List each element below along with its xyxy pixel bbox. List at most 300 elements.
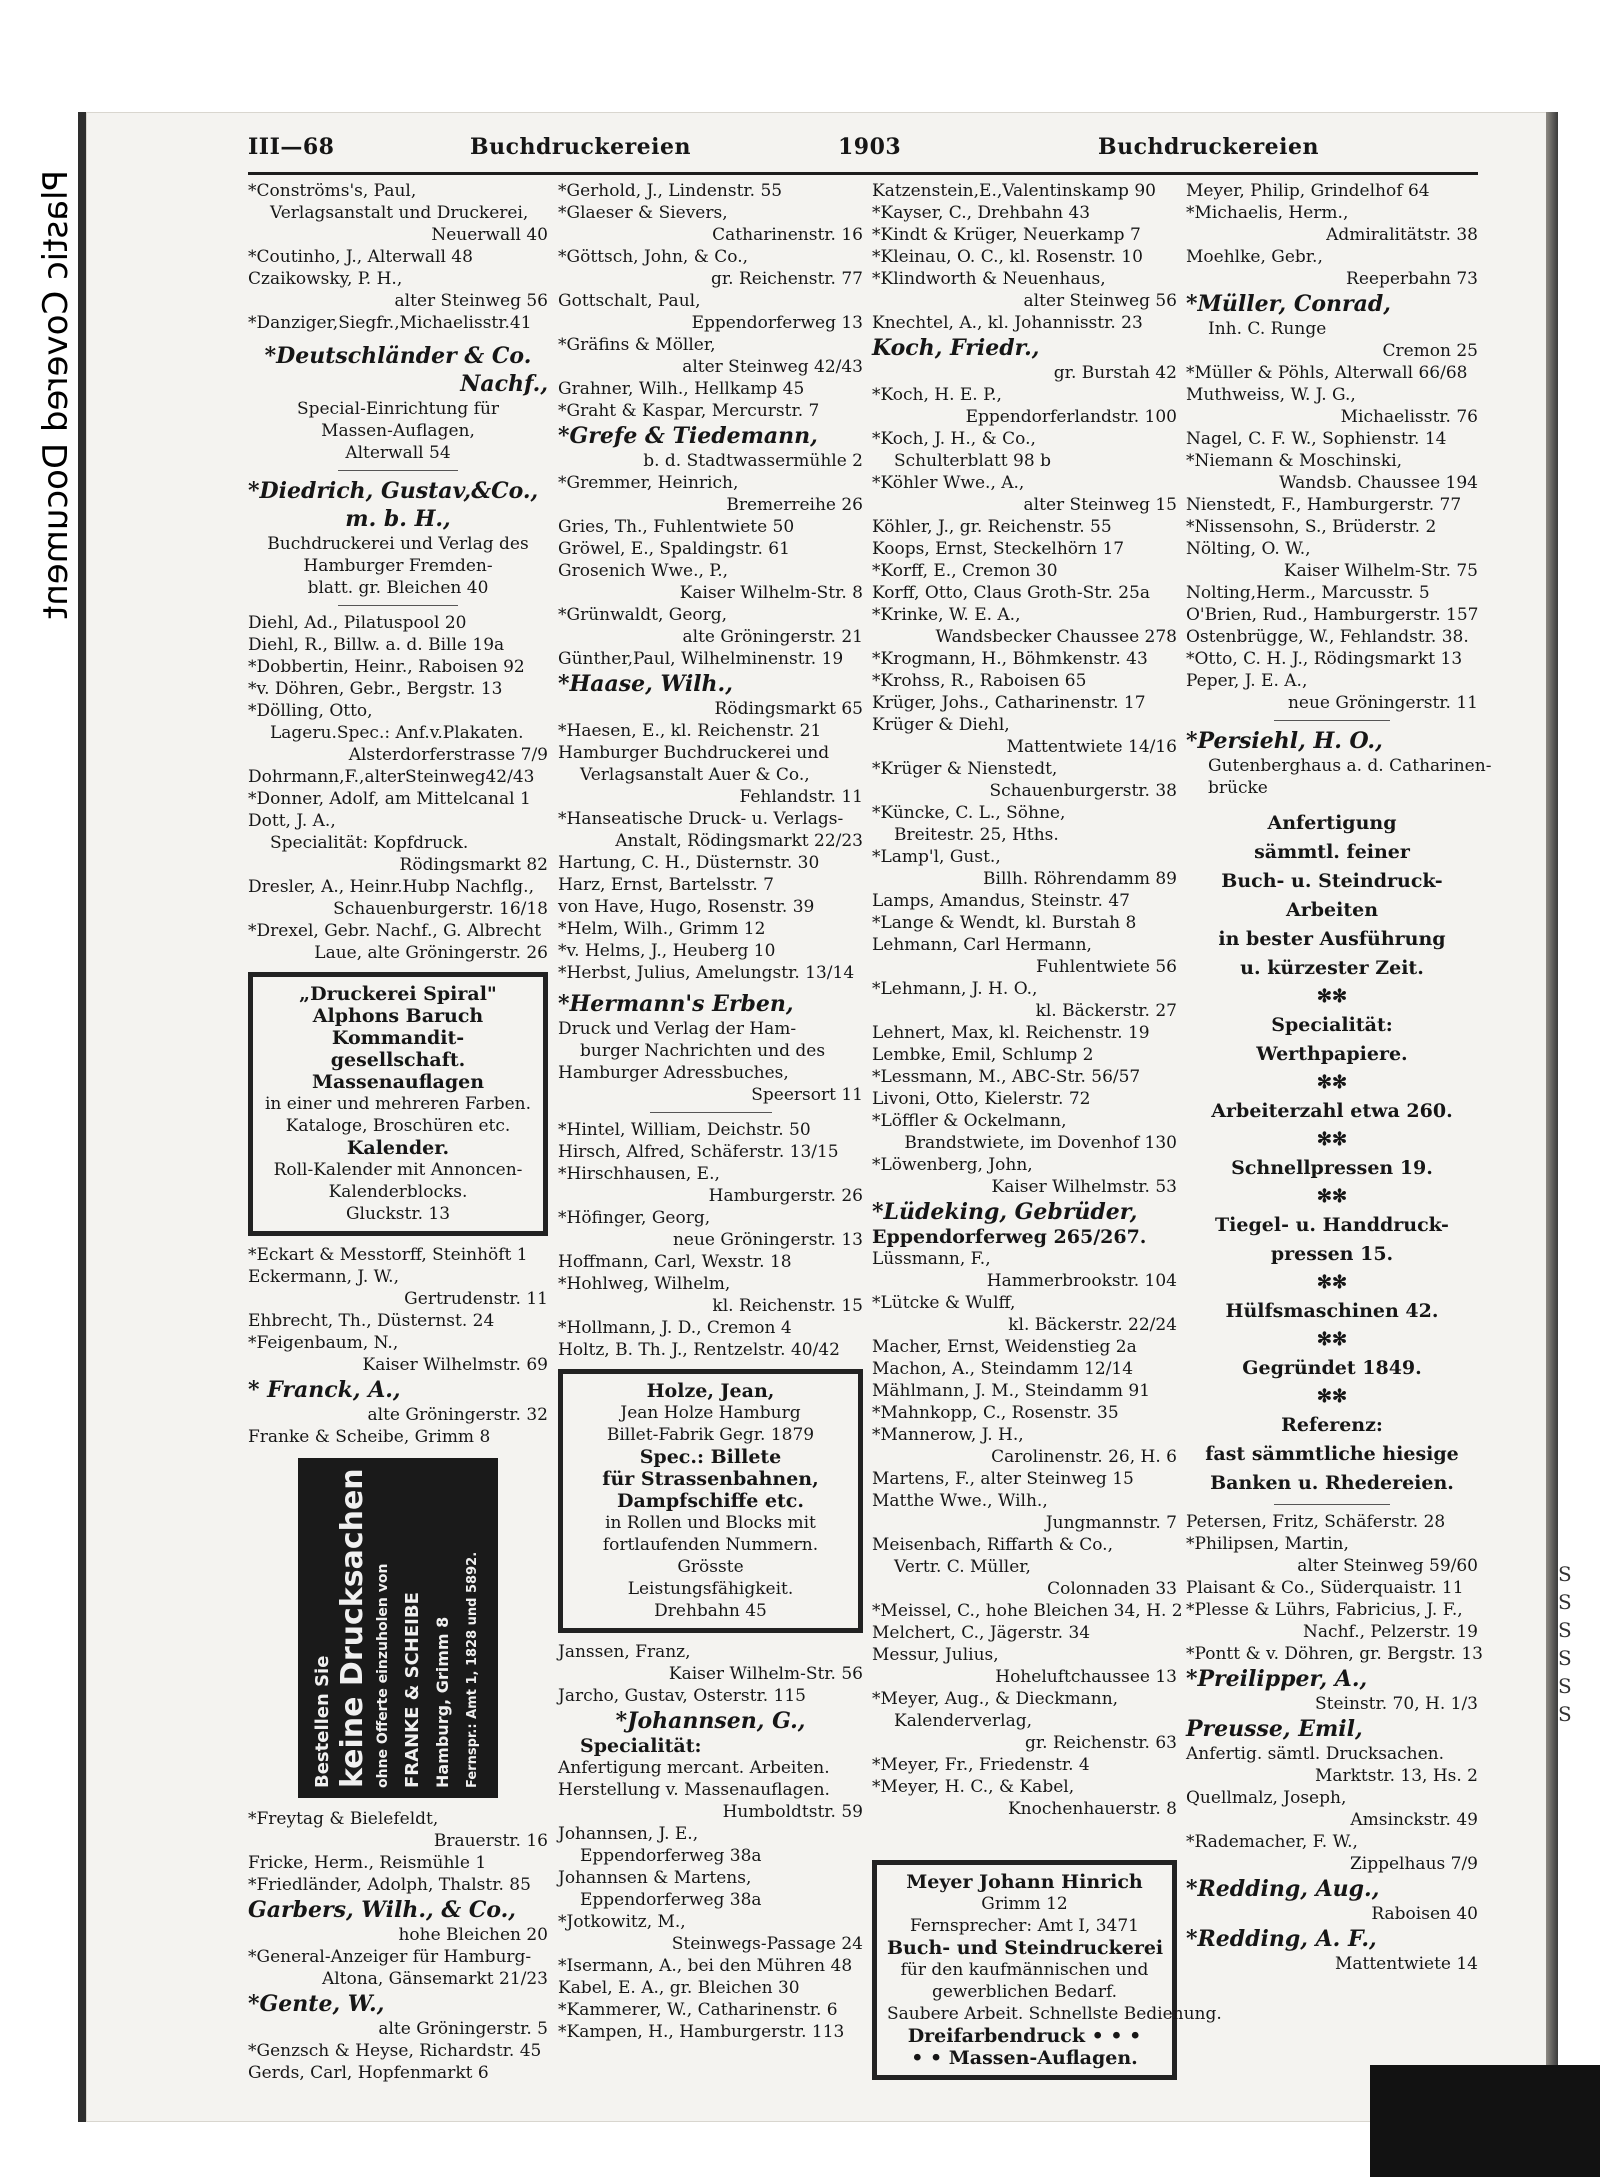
deutschlaender-subtitle: Nachf.,	[460, 371, 548, 397]
entry-line: Kaiser Wilhelm-Str. 8	[679, 583, 863, 603]
persiehl-ad-line: pressen 15.	[1270, 1243, 1394, 1265]
entry-line: Kalenderblocks.	[328, 1182, 468, 1202]
entry-line: Kalenderverlag,	[894, 1711, 1033, 1731]
entry-line: gesellschaft.	[330, 1049, 466, 1071]
entry-line: Speersort 11	[751, 1085, 863, 1105]
side-label-text: Plastic Covered Document	[36, 170, 76, 620]
entry-line: Dampfschiffe etc.	[617, 1490, 804, 1512]
entry-line: Krüger, Johs., Catharinenstr. 17	[872, 693, 1146, 713]
stub-letter: S	[1558, 1674, 1572, 1698]
entry-line: *Krohss, R., Raboisen 65	[872, 671, 1087, 691]
entry-line: Raboisen 40	[1371, 1904, 1478, 1924]
entry-line: Meyer, Philip, Grindelhof 64	[1186, 181, 1430, 201]
entry-line: *Michaelis, Herm.,	[1186, 203, 1349, 223]
franke-ad-line: Bestellen Sie	[312, 1655, 333, 1788]
entry-line: Nagel, C. F. W., Sophienstr. 14	[1186, 429, 1447, 449]
entry-line: Massenauflagen	[311, 1071, 485, 1093]
entry-line: Grahner, Wilh., Hellkamp 45	[558, 379, 805, 399]
entry-line: Bremerreihe 26	[726, 495, 863, 515]
entry-line: *Nissensohn, S., Brüderstr. 2	[1186, 517, 1437, 537]
entry-line: *Friedländer, Adolph, Thalstr. 85	[248, 1875, 531, 1895]
entry-line: Altona, Gänsemarkt 21/23	[321, 1969, 548, 1989]
entry-line: Jarcho, Gustav, Osterstr. 115	[558, 1686, 806, 1706]
franke-scheibe-ad	[298, 1458, 498, 1798]
entry-line: *Danziger,Siegfr.,Michaelisstr.41	[248, 313, 532, 333]
entry-line: alter Steinweg 15	[1023, 495, 1177, 515]
koch-title: Koch, Friedr.,	[872, 335, 1040, 361]
entry-line: Marktstr. 13, Hs. 2	[1314, 1766, 1478, 1786]
entry-line: *Müller & Pöhls, Alterwall 66/68	[1186, 363, 1468, 383]
entry-line: Druck und Verlag der Ham-	[558, 1019, 797, 1039]
entry-line: Verlagsanstalt und Druckerei,	[270, 203, 529, 223]
entry-line: Nölting, O. W.,	[1186, 539, 1311, 559]
persiehl-ad-line: Werthpapiere.	[1256, 1043, 1408, 1065]
entry-line: „Druckerei Spiral"	[299, 983, 497, 1005]
entry-line: alte Gröningerstr. 32	[367, 1405, 548, 1425]
entry-line: Gutenberghaus a. d. Catharinen-	[1208, 756, 1492, 776]
divider	[1274, 720, 1391, 721]
entry-line: *Mahnkopp, C., Rosenstr. 35	[872, 1403, 1119, 1423]
entry-line: *Hohlweg, Wilhelm,	[558, 1274, 731, 1294]
entry-line: Gluckstr. 13	[345, 1204, 451, 1224]
entry-line: gewerblichen Bedarf.	[931, 1982, 1118, 2002]
entry-line: Lamps, Amandus, Steinstr. 47	[872, 891, 1130, 911]
meyer-ad	[872, 1860, 1222, 2080]
entry-line: Gottschalt, Paul,	[558, 291, 701, 311]
entry-line: *Krogmann, H., Böhmkenstr. 43	[872, 649, 1148, 669]
entry-line: *Küncke, C. L., Söhne,	[872, 803, 1066, 823]
entry-line: burger Nachrichten und des	[580, 1041, 826, 1061]
entry-line: Jungmannstr. 7	[1045, 1513, 1177, 1533]
entry-line: *Löwenberg, John,	[872, 1155, 1033, 1175]
ornament: ✻✻	[1316, 1386, 1348, 1407]
persiehl-ad-line: in bester Ausführung	[1218, 928, 1446, 950]
entry-line: Czaikowsky, P. H.,	[248, 269, 403, 289]
entry-line: Admiralitätstr. 38	[1326, 225, 1478, 245]
entry-line: *Donner, Adolf, am Mittelcanal 1	[248, 789, 531, 809]
entry-line: Billet-Fabrik Gegr. 1879	[606, 1425, 815, 1445]
entry-line: Hoheluftchaussee 13	[995, 1667, 1177, 1687]
entry-line: Dresler, A., Heinr.Hubp Nachflg.,	[248, 877, 534, 897]
entry-line: alter Steinweg 42/43	[682, 357, 863, 377]
ornament: ✻✻	[1316, 1329, 1348, 1350]
header-left-title: Buchdruckereien	[470, 134, 692, 160]
entry-line: *Mannerow, J. H.,	[872, 1425, 1024, 1445]
page-edge	[1546, 112, 1558, 2122]
luedeking-subtitle: Eppendorferweg 265/267.	[872, 1226, 1147, 1248]
entry-line: Alphons Baruch	[312, 1005, 484, 1027]
persiehl-ad-line: sämmtl. feiner	[1254, 841, 1410, 863]
entry-line: Schauenburgerstr. 16/18	[333, 899, 548, 919]
entry-line: Diehl, R., Billw. a. d. Bille 19a	[248, 635, 505, 655]
entry-line: Hartung, C. H., Düsternstr. 30	[558, 853, 820, 873]
divider	[338, 470, 458, 471]
entry-line: *Glaeser & Sievers,	[558, 203, 728, 223]
entry-line: Franke & Scheibe, Grimm 8	[248, 1427, 491, 1447]
entry-line: Livoni, Otto, Kielerstr. 72	[872, 1089, 1091, 1109]
entry-line: *Rademacher, F. W.,	[1186, 1832, 1358, 1852]
entry-line: Spec.: Billete	[639, 1446, 782, 1468]
entry-line: Roll-Kalender mit Annoncen-	[273, 1160, 523, 1180]
entry-line: *Lütcke & Wulff,	[872, 1293, 1016, 1313]
entry-line: *Freytag & Bielefeldt,	[248, 1809, 439, 1829]
entry-line: Nienstedt, F., Hamburgerstr. 77	[1186, 495, 1462, 515]
preusse-title: Preusse, Emil,	[1186, 1716, 1363, 1742]
entry-line: *Meyer, H. C., & Kabel,	[872, 1777, 1075, 1797]
entry-line: fortlaufenden Nummern.	[602, 1535, 819, 1555]
entry-line: Schulterblatt 98 b	[894, 451, 1051, 471]
entry-line: *Philipsen, Martin,	[1186, 1534, 1349, 1554]
entry-line: Quellmalz, Joseph,	[1186, 1788, 1347, 1808]
entry-line: alte Gröningerstr. 21	[682, 627, 863, 647]
entry-line: *Dobbertin, Heinr., Raboisen 92	[248, 657, 525, 677]
persiehl-ad-line: Specialität:	[1271, 1014, 1393, 1036]
entry-line: *Kayser, C., Drehbahn 43	[872, 203, 1091, 223]
entry-line: *Gremmer, Heinrich,	[558, 473, 739, 493]
persiehl-ad-line: Gegründet 1849.	[1242, 1357, 1422, 1379]
garbers-title: Garbers, Wilh., & Co.,	[248, 1897, 516, 1923]
entry-line: *Meyer, Aug., & Dieckmann,	[872, 1689, 1119, 1709]
entry-line: Machon, A., Steindamm 12/14	[872, 1359, 1134, 1379]
entry-line: Nolting,Herm., Marcusstr. 5	[1186, 583, 1430, 603]
entry-line: Schauenburgerstr. 38	[989, 781, 1177, 801]
entry-line: Brandstwiete, im Dovenhof 130	[904, 1133, 1177, 1153]
entry-line: Muthweiss, W. J. G.,	[1186, 385, 1356, 405]
entry-line: Breitestr. 25, Hths.	[894, 825, 1059, 845]
entry-line: Krüger & Diehl,	[872, 715, 1010, 735]
next-page-stub	[1558, 1560, 1600, 1960]
persiehl-ad-line: u. kürzester Zeit.	[1240, 957, 1424, 979]
entry-line: blatt. gr. Bleichen 40	[307, 578, 489, 598]
entry-line: *Haesen, E., kl. Reichenstr. 21	[558, 721, 822, 741]
entry-line: Neuerwall 40	[431, 225, 548, 245]
entry-line: Petersen, Fritz, Schäferstr. 28	[1186, 1512, 1446, 1532]
entry-line: *Höfinger, Georg,	[558, 1208, 711, 1228]
entry-line: gr. Reichenstr. 63	[1025, 1733, 1177, 1753]
entry-line: *Lange & Wendt, kl. Burstah 8	[872, 913, 1137, 933]
entry-line: Vertr. C. Müller,	[894, 1557, 1031, 1577]
entry-line: Steinstr. 70, H. 1/3	[1315, 1694, 1478, 1714]
entry-line: *Herbst, Julius, Amelungstr. 13/14	[558, 963, 855, 983]
entry-line: *Hirschhausen, E.,	[558, 1164, 720, 1184]
entry-line: *Krinke, W. E. A.,	[872, 605, 1021, 625]
entry-line: Johannsen, J. E.,	[558, 1824, 699, 1844]
entry-line: Lageru.Spec.: Anf.v.Plakaten.	[270, 723, 524, 743]
entry-line: gr. Reichenstr. 77	[711, 269, 863, 289]
entry-line: *Kammerer, W., Catharinenstr. 6	[558, 2000, 838, 2020]
entry-line: Eppendorferweg 13	[691, 313, 863, 333]
entry-line: • • Massen-Auflagen.	[911, 2047, 1138, 2069]
entry-line: Fernsprecher: Amt I, 3471	[909, 1916, 1139, 1936]
entry-line: *Lehmann, J. H. O.,	[872, 979, 1038, 999]
entry-line: Buchdruckerei und Verlag des	[267, 534, 529, 554]
entry-line: Ehbrecht, Th., Düsternst. 24	[248, 1311, 495, 1331]
entry-line: Mählmann, J. M., Steindamm 91	[872, 1381, 1151, 1401]
divider	[1274, 1504, 1391, 1505]
entry-line: b. d. Stadtwassermühle 2	[643, 451, 863, 471]
entry-line: Verlagsanstalt Auer & Co.,	[580, 765, 810, 785]
entry-line: kl. Bäckerstr. 27	[1035, 1001, 1177, 1021]
entry-line: Drehbahn 45	[654, 1601, 767, 1621]
entry-line: *Genzsch & Heyse, Richardstr. 45	[248, 2041, 542, 2061]
entry-line: Janssen, Franz,	[558, 1642, 691, 1662]
franke-ad-line: Hamburg, Grimm 8	[433, 1616, 452, 1788]
ornament: ✻✻	[1316, 1186, 1348, 1207]
persiehl-ad-line: Banken u. Rhedereien.	[1210, 1472, 1454, 1494]
entry-line: *Jotkowitz, M.,	[558, 1912, 686, 1932]
entry-line: Michaelisstr. 76	[1340, 407, 1478, 427]
entry-line: *Kindt & Krüger, Neuerkamp 7	[872, 225, 1141, 245]
entry-line: Eppendorferweg 38a	[580, 1890, 762, 1910]
entry-line: von Have, Hugo, Rosenstr. 39	[558, 897, 815, 917]
entry-line: Diehl, Ad., Pilatuspool 20	[248, 613, 467, 633]
entry-line: Hammerbrookstr. 104	[986, 1271, 1177, 1291]
franke-ad-line: ohne Offerte einzuholen von	[375, 1563, 391, 1788]
entry-line: Grösste	[677, 1557, 744, 1577]
entry-line: *Krüger & Nienstedt,	[872, 759, 1058, 779]
entry-line: in Rollen und Blocks mit	[605, 1513, 816, 1533]
entry-line: *Lamp'l, Gust.,	[872, 847, 1001, 867]
entry-line: Leistungsfähigkeit.	[627, 1579, 794, 1599]
entry-line: Matthe Wwe., Wilh.,	[872, 1491, 1048, 1511]
entry-line: Martens, F., alter Steinweg 15	[872, 1469, 1134, 1489]
entry-line: *Gerhold, J., Lindenstr. 55	[558, 181, 783, 201]
persiehl-ad-line: Arbeiten	[1285, 899, 1379, 921]
stub-letter: S	[1558, 1646, 1572, 1670]
entry-line: *Conströms's, Paul,	[248, 181, 417, 201]
entry-line: Kaiser Wilhelm-Str. 56	[668, 1664, 863, 1684]
entry-line: Dohrmann,F.,alterSteinweg42/43	[248, 767, 535, 787]
persiehl-title: *Persiehl, H. O.,	[1186, 728, 1383, 754]
entry-line: *Helm, Wilh., Grimm 12	[558, 919, 766, 939]
entry-line: *Hollmann, J. D., Cremon 4	[558, 1318, 792, 1338]
gente-title: *Gente, W.,	[248, 1991, 385, 2017]
persiehl-ad	[1186, 809, 1478, 1498]
entry-line: Messur, Julius,	[872, 1645, 999, 1665]
entry-line: *Coutinho, J., Alterwall 48	[248, 247, 473, 267]
entry-line: *Korff, E., Cremon 30	[872, 561, 1058, 581]
entry-line: *Feigenbaum, N.,	[248, 1333, 399, 1353]
entry-line: Gertrudenstr. 11	[404, 1289, 548, 1309]
entry-line: Koops, Ernst, Steckelhörn 17	[872, 539, 1125, 559]
entry-line: Alterwall 54	[345, 443, 451, 463]
entry-line: Kaiser Wilhelm-Str. 75	[1283, 561, 1478, 581]
page-header	[248, 130, 1478, 170]
entry-line: *Niemann & Moschinski,	[1186, 451, 1403, 471]
entry-line: Inh. C. Runge	[1208, 319, 1327, 339]
entry-line: alter Steinweg 59/60	[1297, 1556, 1478, 1576]
entry-line: Kalender.	[346, 1137, 450, 1159]
column-3	[872, 180, 1222, 2088]
entry-line: *Graht & Kaspar, Mercurstr. 7	[558, 401, 820, 421]
entry-line: Herstellung v. Massenauflagen.	[558, 1780, 830, 1800]
scan-shadow	[1370, 2065, 1600, 2177]
persiehl-ad-line: Referenz:	[1281, 1414, 1383, 1436]
franke-ad-line: Fernspr.: Amt 1, 1828 und 5892.	[465, 1551, 480, 1788]
stub-letter: S	[1558, 1702, 1572, 1726]
entry-line: Kabel, E. A., gr. Bleichen 30	[558, 1978, 800, 1998]
haase-title: *Haase, Wilh.,	[558, 671, 733, 697]
diedrich-title: *Diedrich, Gustav,&Co.,	[248, 478, 539, 504]
entry-line: Colonnaden 33	[1047, 1579, 1177, 1599]
entry-line: Lehmann, Carl Hermann,	[872, 935, 1092, 955]
entry-line: Wandsb. Chaussee 194	[1279, 473, 1478, 493]
entry-line: *Hanseatische Druck- u. Verlags-	[558, 809, 844, 829]
divider	[650, 1112, 772, 1113]
entry-line: Knechtel, A., kl. Johannisstr. 23	[872, 313, 1143, 333]
column-2	[558, 180, 863, 2043]
ornament: ✻✻	[1316, 1072, 1348, 1093]
entry-line: *Eckart & Messtorff, Steinhöft 1	[248, 1245, 528, 1265]
entry-line: Lüssmann, F.,	[872, 1249, 991, 1269]
entry-line: Fehlandstr. 11	[739, 787, 863, 807]
entry-line: *Otto, C. H. J., Rödingsmarkt 13	[1186, 649, 1463, 669]
franke-ad-line: FRANKE & SCHEIBE	[402, 1592, 423, 1788]
entry-line: Eckermann, J. W.,	[248, 1267, 399, 1287]
entry-line: Reeperbahn 73	[1346, 269, 1478, 289]
spiral-ad	[248, 972, 548, 1236]
stub-letter: S	[1558, 1590, 1572, 1614]
entry-line: *Isermann, A., bei den Mühren 48	[558, 1956, 853, 1976]
entry-line: Zippelhaus 7/9	[1349, 1854, 1478, 1874]
entry-line: neue Gröningerstr. 11	[1287, 693, 1478, 713]
entry-line: *Pontt & v. Döhren, gr. Bergstr. 13	[1186, 1644, 1483, 1664]
entry-line: für den kaufmännischen und	[900, 1960, 1149, 1980]
entry-line: *Lessmann, M., ABC-Str. 56/57	[872, 1067, 1141, 1087]
entry-line: Peper, J. E. A.,	[1186, 671, 1308, 691]
header-rule	[248, 172, 1478, 175]
entry-line: Plaisant & Co., Süderquaistr. 11	[1186, 1578, 1464, 1598]
entry-line: Laue, alte Gröningerstr. 26	[314, 943, 548, 963]
entry-line: in einer und mehreren Farben.	[264, 1094, 532, 1114]
entry-line: Hoffmann, Carl, Wexstr. 18	[558, 1252, 792, 1272]
persiehl-ad-line: Anfertigung	[1267, 812, 1397, 834]
entry-line: alter Steinweg 56	[1023, 291, 1177, 311]
entry-line: Eppendorferlandstr. 100	[965, 407, 1177, 427]
entry-line: Rödingsmarkt 65	[714, 699, 863, 719]
header-right-title: Buchdruckereien	[1098, 134, 1320, 160]
entry-line: Hamburger Buchdruckerei und	[558, 743, 830, 763]
entry-line: Mattentwiete 14	[1334, 1954, 1478, 1974]
entry-line: Anfertig. sämtl. Drucksachen.	[1186, 1744, 1444, 1764]
persiehl-ad-line: Schnellpressen 19.	[1231, 1157, 1433, 1179]
deutschlaender-title: *Deutschländer & Co.	[264, 343, 532, 369]
entry-line: *Kampen, H., Hamburgerstr. 113	[558, 2022, 845, 2042]
entry-line: *Meissel, C., hohe Bleichen 34, H. 2	[872, 1601, 1183, 1621]
hermann-title: *Hermann's Erben,	[558, 991, 794, 1017]
entry-line: *Hintel, William, Deichstr. 50	[558, 1120, 811, 1140]
entry-line: Gerds, Carl, Hopfenmarkt 6	[248, 2063, 489, 2083]
johannsen-title: *Johannsen, G.,	[615, 1708, 806, 1734]
entry-line: *Klindworth & Neuenhaus,	[872, 269, 1106, 289]
entry-line: Cremon 25	[1382, 341, 1478, 361]
entry-line: Meisenbach, Riffarth & Co.,	[872, 1535, 1113, 1555]
entry-line: Köhler, J., gr. Reichenstr. 55	[872, 517, 1112, 537]
entry-line: *Gräfins & Möller,	[558, 335, 716, 355]
persiehl-ad-line: Tiegel- u. Handdruck-	[1215, 1214, 1449, 1236]
entry-line: *Plesse & Lührs, Fabricius, J. F.,	[1186, 1600, 1463, 1620]
entry-line: *Koch, J. H., & Co.,	[872, 429, 1036, 449]
entry-line: Dott, J. A.,	[248, 811, 336, 831]
persiehl-ad-line: fast sämmtliche hiesige	[1205, 1443, 1459, 1465]
entry-line: für Strassenbahnen,	[602, 1468, 819, 1490]
entry-line: Kaiser Wilhelmstr. 69	[362, 1355, 548, 1375]
holze-ad	[558, 1369, 863, 1633]
entry-line: gr. Burstah 42	[1053, 363, 1177, 383]
entry-line: Massen-Auflagen,	[321, 421, 475, 441]
entry-line: Amsinckstr. 49	[1350, 1810, 1478, 1830]
entry-line: Gries, Th., Fuhlentwiete 50	[558, 517, 795, 537]
entry-line: Humboldtstr. 59	[722, 1802, 863, 1822]
entry-line: Carolinenstr. 26, H. 6	[991, 1447, 1177, 1467]
entry-line: O'Brien, Rud., Hamburgerstr. 157	[1186, 605, 1479, 625]
entry-line: Günther,Paul, Wilhelminenstr. 19	[558, 649, 844, 669]
entry-line: Nachf., Pelzerstr. 19	[1303, 1622, 1478, 1642]
franke-ad-line: keine Drucksachen	[335, 1468, 370, 1788]
entry-line: Buch- und Steindruckerei	[887, 1937, 1164, 1959]
entry-line: Grimm 12	[981, 1894, 1068, 1914]
persiehl-ad-line: Hülfsmaschinen 42.	[1225, 1300, 1439, 1322]
entry-line: Fuhlentwiete 56	[1036, 957, 1177, 977]
entry-line: Gröwel, E., Spaldingstr. 61	[558, 539, 790, 559]
divider	[338, 605, 458, 606]
column-1	[248, 180, 548, 2084]
entry-line: Alsterdorferstrasse 7/9	[348, 745, 548, 765]
entry-line: *v. Helms, J., Heuberg 10	[558, 941, 776, 961]
entry-line: Meyer Johann Hinrich	[906, 1871, 1143, 1893]
entry-line: *Grünwaldt, Georg,	[558, 605, 728, 625]
entry-line: *Göttsch, John, & Co.,	[558, 247, 749, 267]
ornament: ✻✻	[1316, 1272, 1348, 1293]
entry-line: kl. Bäckerstr. 22/24	[1008, 1315, 1177, 1335]
entry-line: alter Steinweg 56	[394, 291, 548, 311]
entry-line: *Meyer, Fr., Friedenstr. 4	[872, 1755, 1090, 1775]
entry-line: Korff, Otto, Claus Groth-Str. 25a	[872, 583, 1150, 603]
luedeking-title: *Lüdeking, Gebrüder,	[872, 1199, 1138, 1225]
entry-line: *Koch, H. E. P.,	[872, 385, 1002, 405]
entry-line: kl. Reichenstr. 15	[712, 1296, 863, 1316]
entry-line: *v. Döhren, Gebr., Bergstr. 13	[248, 679, 503, 699]
entry-line: Lembke, Emil, Schlump 2	[872, 1045, 1094, 1065]
entry-line: Hamburgerstr. 26	[708, 1186, 863, 1206]
entry-line: Hirsch, Alfred, Schäferstr. 13/15	[558, 1142, 839, 1162]
entry-line: *Kleinau, O. C., kl. Rosenstr. 10	[872, 247, 1143, 267]
entry-line: Mattentwiete 14/16	[1006, 737, 1177, 757]
entry-line: Melchert, C., Jägerstr. 34	[872, 1623, 1091, 1643]
ornament: ✻✻	[1316, 986, 1348, 1007]
entry-line: Jean Holze Hamburg	[620, 1403, 801, 1423]
side-label	[0, 170, 76, 690]
mueller-title: *Müller, Conrad,	[1186, 291, 1391, 317]
page-number: III—68	[248, 134, 335, 160]
entry-line: Johannsen & Martens,	[558, 1868, 752, 1888]
entry-line: *Köhler Wwe., A.,	[872, 473, 1025, 493]
entry-line: Holtz, B. Th. J., Rentzelstr. 40/42	[558, 1340, 840, 1360]
entry-line: Harz, Ernst, Bartelsstr. 7	[558, 875, 774, 895]
entry-line: Kataloge, Broschüren etc.	[285, 1116, 511, 1136]
entry-line: Kommandit-	[331, 1027, 465, 1049]
entry-line: Hamburger Adressbuches,	[558, 1063, 789, 1083]
entry-line: alte Gröningerstr. 5	[378, 2019, 548, 2039]
entry-line: Anstalt, Rödingsmarkt 22/23	[615, 831, 863, 851]
entry-line: *Drexel, Gebr. Nachf., G. Albrecht	[248, 921, 542, 941]
column-4	[1186, 180, 1492, 1975]
entry-line: Specialität: Kopfdruck.	[270, 833, 469, 853]
entry-line: brücke	[1208, 778, 1268, 798]
entry-line: Eppendorferweg 38a	[580, 1846, 762, 1866]
entry-line: Special-Einrichtung für	[296, 399, 500, 419]
entry-line: Rödingsmarkt 82	[399, 855, 548, 875]
